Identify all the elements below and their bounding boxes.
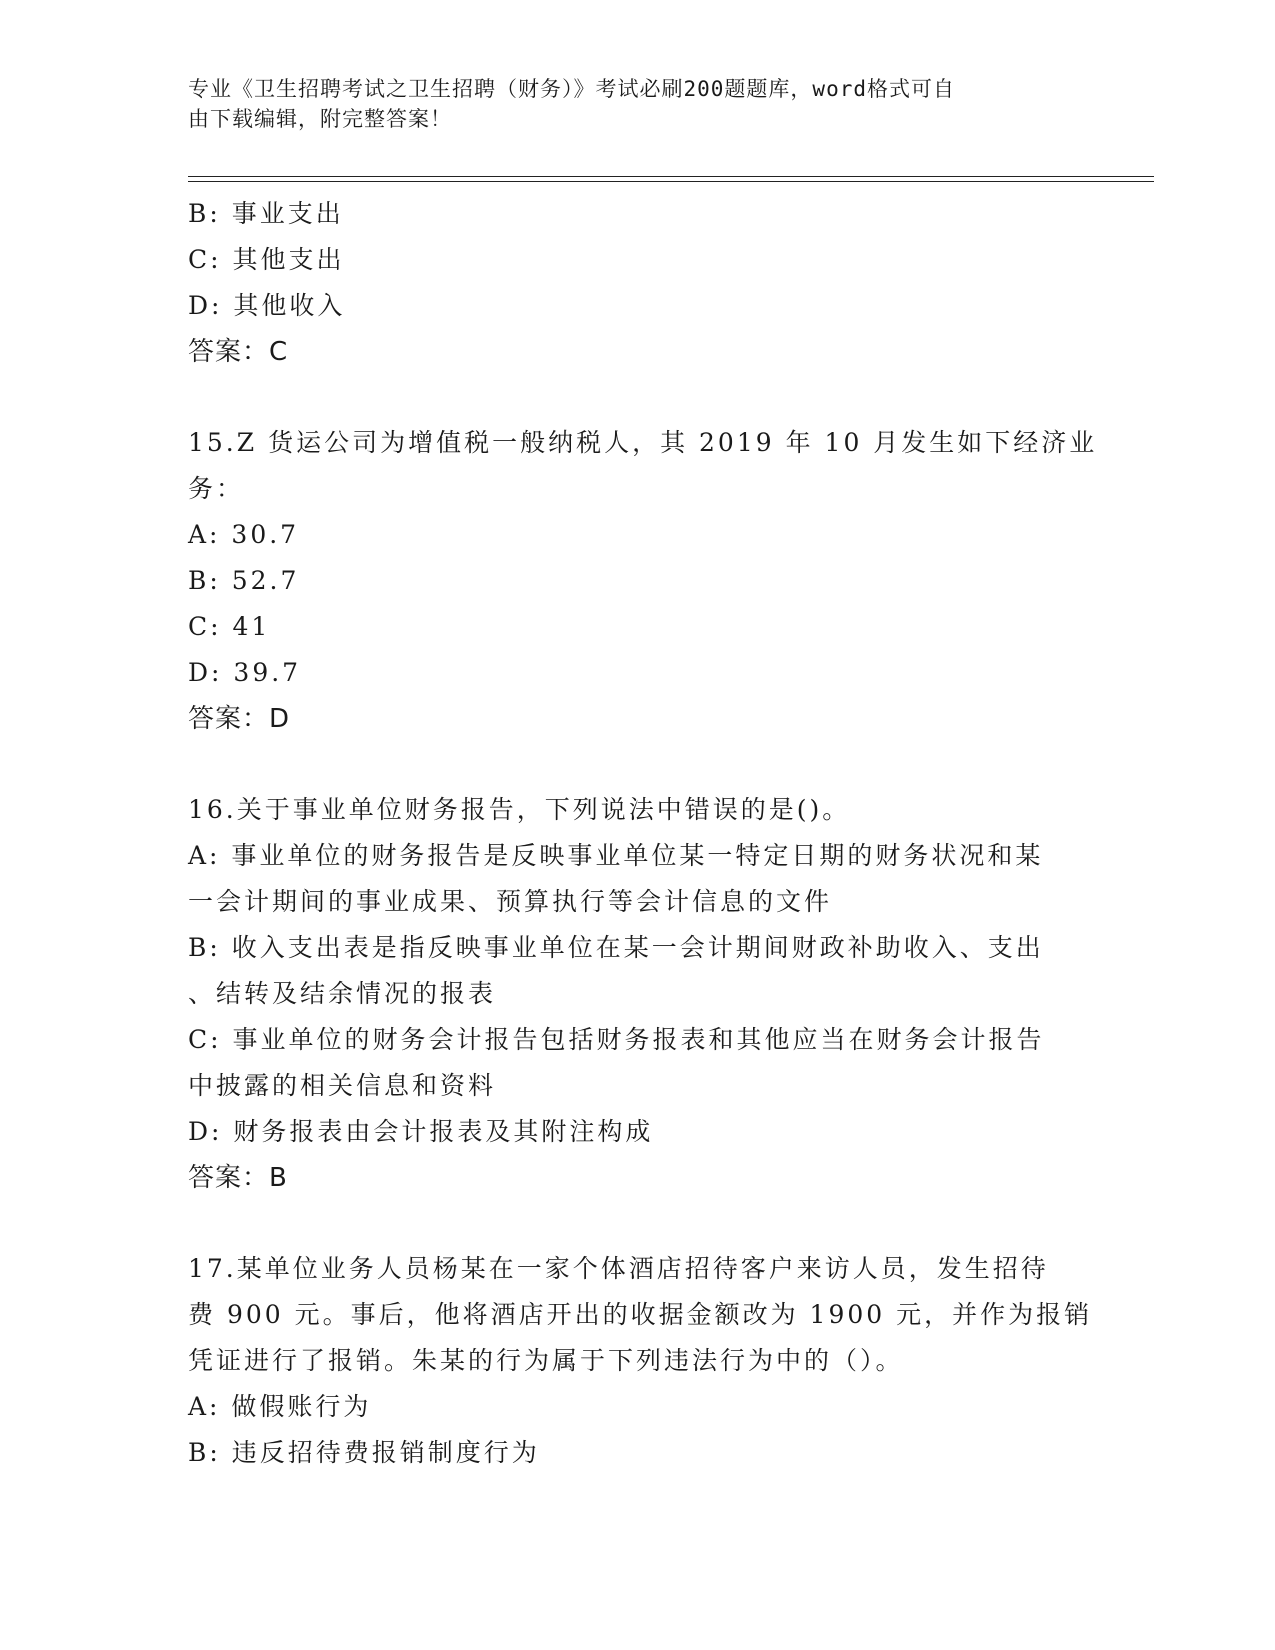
spacer — [188, 742, 1088, 787]
option-b: B: 违反招待费报销制度行为 — [188, 1438, 540, 1467]
option-b-cont: 、结转及结余情况的报表 — [188, 979, 497, 1008]
header-line-1: 专业《卫生招聘考试之卫生招聘（财务）》考试必刷200题题库，word格式可自 — [188, 77, 955, 101]
question-stem-cont: 务： — [188, 474, 245, 503]
question-stem-cont: 费 900 元。事后，他将酒店开出的收据金额改为 1900 元，并作为报销 — [188, 1300, 1093, 1329]
header-line-2: 由下载编辑，附完整答案！ — [188, 107, 452, 131]
question-stem-cont: 凭证进行了报销。朱某的行为属于下列违法行为中的（）。 — [188, 1346, 904, 1375]
question-14-tail — [188, 191, 1088, 375]
question-17 — [188, 1246, 1093, 1476]
spacer — [188, 1201, 1088, 1246]
document-body — [188, 191, 1098, 1476]
option-a: A: 30.7 — [188, 520, 300, 549]
header-divider-bottom — [188, 181, 1154, 182]
option-a: A: 做假账行为 — [188, 1392, 372, 1421]
header-divider-top — [188, 176, 1154, 177]
question-stem: 15.Z 货运公司为增值税一般纳税人，其 2019 年 10 月发生如下经济业 — [188, 428, 1098, 457]
question-15 — [188, 420, 1098, 742]
spacer — [188, 375, 1088, 420]
option-c-cont: 中披露的相关信息和资料 — [188, 1071, 497, 1100]
option-d: D: 39.7 — [188, 658, 302, 687]
option-b: B: 52.7 — [188, 566, 300, 595]
option-a-cont: 一会计期间的事业成果、预算执行等会计信息的文件 — [188, 887, 833, 916]
answer: 答案：C — [188, 337, 289, 367]
option-d: D: 其他收入 — [188, 291, 346, 320]
option-a: A: 事业单位的财务报告是反映事业单位某一特定日期的财务状况和某 — [188, 841, 1044, 870]
question-16 — [188, 787, 1088, 1201]
option-c: C: 事业单位的财务会计报告包括财务报表和其他应当在财务会计报告 — [188, 1025, 1045, 1054]
question-stem: 17.某单位业务人员杨某在一家个体酒店招待客户来访人员，发生招待 — [188, 1254, 1049, 1283]
option-b: B: 事业支出 — [188, 199, 344, 228]
answer: 答案：D — [188, 704, 291, 734]
option-c: C: 其他支出 — [188, 245, 345, 274]
answer: 答案：B — [188, 1163, 288, 1193]
page-header — [188, 74, 1068, 134]
option-d: D: 财务报表由会计报表及其附注构成 — [188, 1117, 654, 1146]
option-c: C: 41 — [188, 612, 271, 641]
option-b: B: 收入支出表是指反映事业单位在某一会计期间财政补助收入、支出 — [188, 933, 1044, 962]
question-stem: 16.关于事业单位财务报告，下列说法中错误的是()。 — [188, 795, 851, 824]
